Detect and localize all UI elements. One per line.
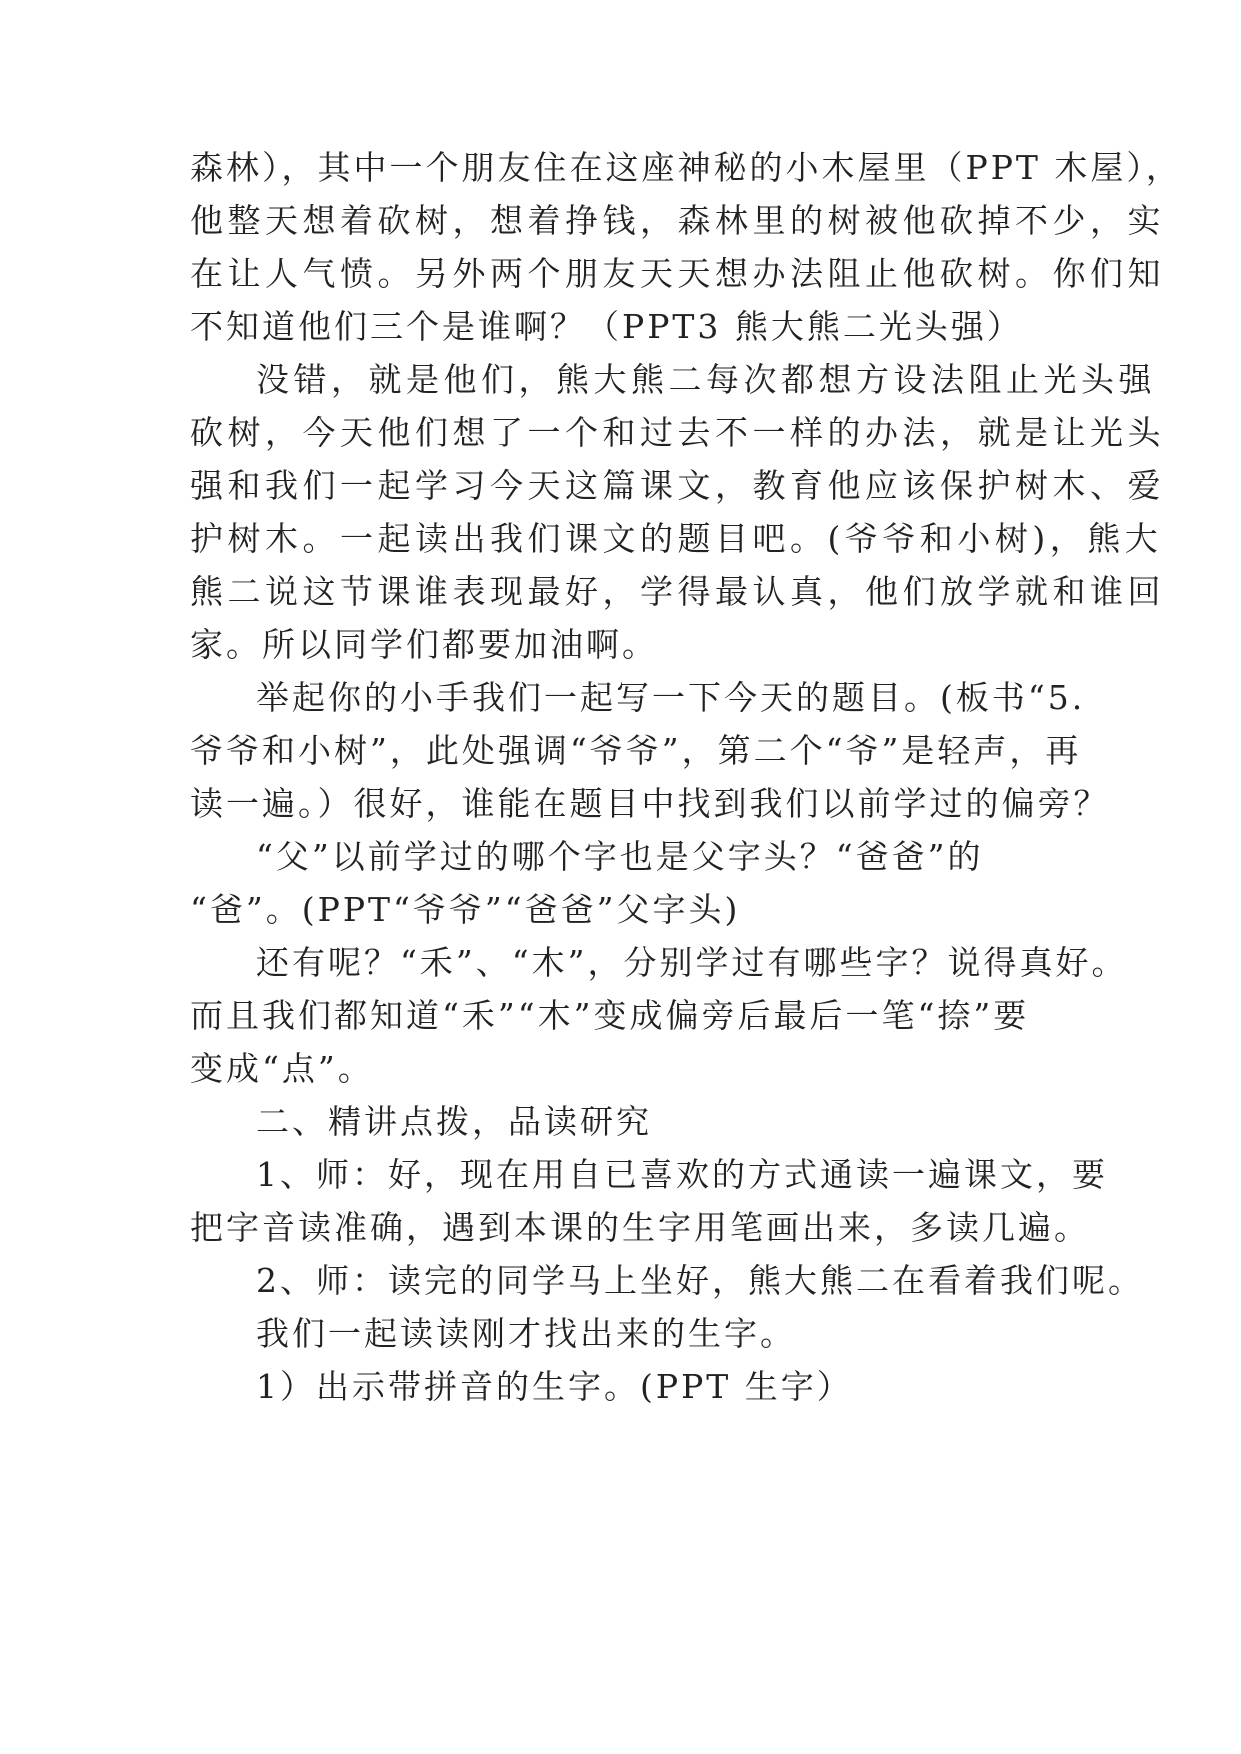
text-line: 而且我们都知道“禾”“木”变成偏旁后最后一笔“捺”要 — [190, 996, 1030, 1035]
paragraph-start-line: 2、师：读完的同学马上坐好，熊大熊二在看着我们呢。 — [256, 1261, 1144, 1300]
text-line: 在让人气愤。另外两个朋友天天想办法阻止他砍树。你们知 — [190, 254, 1165, 293]
paragraph-start-line: 1）出示带拼音的生字。(PPT 生字） — [256, 1367, 853, 1406]
paragraph-start-line: 我们一起读读刚才找出来的生字。 — [256, 1314, 796, 1353]
text-line: 不知道他们三个是谁啊？（PPT3 熊大熊二光头强） — [190, 307, 1023, 346]
text-line: 他整天想着砍树，想着挣钱，森林里的树被他砍掉不少，实 — [190, 201, 1165, 240]
paragraph-start-line: 还有呢？“禾”、“木”，分别学过有哪些字？说得真好。 — [256, 943, 1128, 982]
text-line: “爸”。(PPT“爷爷”“爸爸”父字头) — [190, 890, 741, 929]
text-line: 爷爷和小树”，此处强调“爷爷”，第二个“爷”是轻声，再 — [190, 731, 1082, 770]
paragraph-start-line: “父”以前学过的哪个字也是父字头？“爸爸”的 — [256, 837, 984, 876]
paragraph-start-line: 举起你的小手我们一起写一下今天的题目。(板书“5. — [256, 678, 1086, 717]
text-line: 熊二说这节课谁表现最好，学得最认真，他们放学就和谁回 — [190, 572, 1165, 611]
text-line: 强和我们一起学习今天这篇课文，教育他应该保护树木、爱 — [190, 466, 1165, 505]
text-line: 护树木。一起读出我们课文的题目吧。(爷爷和小树)，熊大 — [190, 519, 1163, 558]
text-line: 变成“点”。 — [190, 1049, 374, 1088]
text-line: 森林），其中一个朋友住在这座神秘的小木屋里（PPT 木屋）， — [190, 148, 1182, 187]
text-line: 把字音读准确，遇到本课的生字用笔画出来，多读几遍。 — [190, 1208, 1090, 1247]
section-heading: 二、精讲点拨，品读研究 — [256, 1102, 652, 1141]
text-line: 家。所以同学们都要加油啊。 — [190, 625, 658, 664]
paragraph-start-line: 没错，就是他们，熊大熊二每次都想方设法阻止光头强 — [256, 360, 1156, 399]
text-line: 读一遍。）很好，谁能在题目中找到我们以前学过的偏旁？ — [190, 784, 1110, 823]
paragraph-start-line: 1、师：好，现在用自已喜欢的方式通读一遍课文，要 — [256, 1155, 1108, 1194]
text-line: 砍树，今天他们想了一个和过去不一样的办法，就是让光头 — [190, 413, 1165, 452]
